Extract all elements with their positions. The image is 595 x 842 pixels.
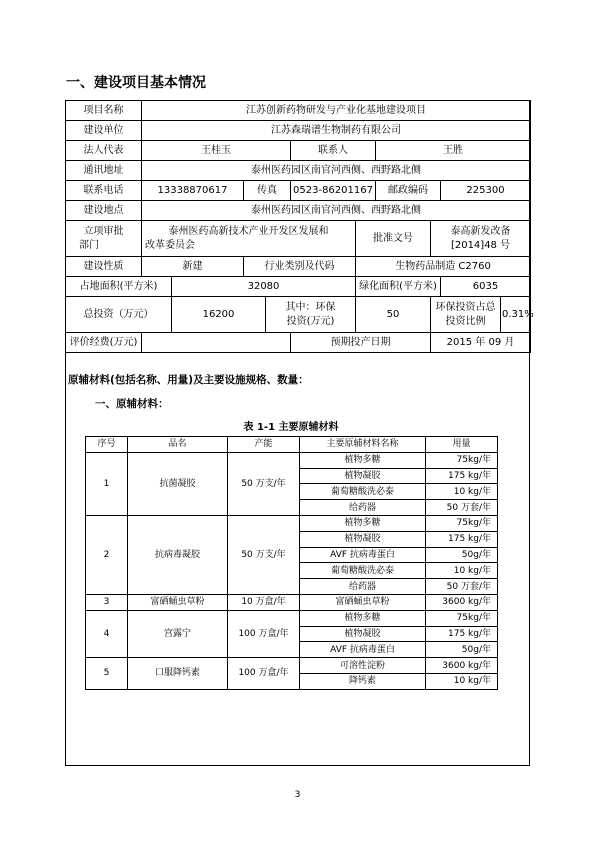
cell-product: 抗菌凝胶 [128,452,228,515]
info-row-legal-rep [66,141,531,161]
label-legal-rep: 法人代表 [66,141,142,161]
cell-quantity: 75kg/年 [426,452,498,468]
info-row-investment [66,297,531,333]
info-row-area [66,277,531,297]
value-approval-no [431,221,531,257]
label-area: 占地面积(平方米) [66,277,172,297]
cell-material-name: 植物凝胶 [300,531,426,547]
label-expected-date: 预期投产日期 [291,333,431,353]
col-header: 用量 [426,437,498,453]
label-fax: 传真 [244,181,291,201]
cell-quantity: 50g/年 [426,547,498,563]
label-investment: 总投资（万元） [66,297,172,333]
label-approval-no: 批准文号 [356,221,431,257]
label-project-name: 项目名称 [66,101,142,121]
cell-product: 宫露宁 [128,610,228,657]
cell-product: 抗病毒凝胶 [128,515,228,594]
materials-table [85,436,498,690]
value-expected-date: 2015 年 09 月 [431,333,531,353]
value-contact: 王胜 [376,141,531,161]
materials-sub-heading: 一、原辅材料： [95,398,169,410]
value-nature: 新建 [142,257,244,277]
value-area: 32080 [172,277,356,297]
cell-material-name: 植物多糖 [300,452,426,468]
cell-quantity: 175 kg/年 [426,531,498,547]
cell-material-name: AVF 抗病毒蛋白 [300,642,426,658]
cell-material-name: 给药器 [300,500,426,516]
cell-material-name: 葡萄糖酸洗必泰 [300,484,426,500]
value-approval-no-line1: 泰高新发改备 [450,225,511,237]
cell-quantity: 75kg/年 [426,515,498,531]
info-row-eval [66,333,531,353]
project-info-table [65,100,534,353]
label-env-ratio [431,297,501,333]
cell-no: 1 [86,452,128,515]
table-caption: 表 1-1 主要原辅材料 [243,422,339,433]
value-approval-dept-line2: 改革委员会 [145,239,195,251]
cell-no: 5 [86,658,128,690]
cell-capacity: 100 万盒/年 [228,610,300,657]
cell-material-name: 植物多糖 [300,610,426,626]
label-env-invest-line2: 投资(万元) [286,315,335,327]
value-env-ratio: 0.31% [501,297,531,333]
label-eval-fee: 评价经费(万元) [66,333,142,353]
cell-quantity: 10 kg/年 [426,673,498,689]
value-eval-fee [142,333,291,353]
value-phone: 13338870617 [142,181,244,201]
value-project-name: 江苏创新药物研发与产业化基地建设项目 [142,101,531,121]
value-builder: 江苏森瑞谱生物制药有限公司 [142,121,531,141]
cell-quantity: 50 万套/年 [426,579,498,595]
label-contact: 联系人 [291,141,376,161]
cell-quantity: 3600 kg/年 [426,658,498,674]
label-env-ratio-line1: 环保投资占总 [435,301,496,313]
label-postcode: 邮政编码 [376,181,441,201]
cell-product: 口服降钙素 [128,658,228,690]
label-industry: 行业类别及代码 [244,257,356,277]
table-row [86,658,498,674]
label-phone: 联系电话 [66,181,142,201]
materials-heading: 原辅材料(包括名称、用量)及主要设施规格、数量： [68,374,309,386]
value-industry: 生物药品制造 C2760 [356,257,531,277]
value-approval-no-line2: [2014]48 号 [450,239,511,251]
table-row [86,610,498,626]
cell-capacity: 50 万支/年 [228,515,300,594]
value-legal-rep: 王桂玉 [142,141,291,161]
value-postcode: 225300 [441,181,531,201]
cell-material-name: 植物凝胶 [300,626,426,642]
info-row-address [66,161,531,181]
cell-material-name: 植物凝胶 [300,468,426,484]
value-approval-dept [142,221,356,257]
cell-material-name: AVF 抗病毒蛋白 [300,547,426,563]
cell-material-name: 可溶性淀粉 [300,658,426,674]
section-title: 一、建设项目基本情况 [66,75,206,91]
label-site: 建设地点 [66,201,142,221]
table-row [86,594,498,610]
cell-capacity: 10 万盒/年 [228,594,300,610]
label-env-ratio-line2: 投资比例 [445,315,486,327]
cell-material-name: 植物多糖 [300,515,426,531]
label-builder: 建设单位 [66,121,142,141]
cell-quantity: 10 kg/年 [426,484,498,500]
info-row-phone [66,181,531,201]
label-approval-dept-line1: 立项审批 [83,225,124,237]
label-approval-dept [66,221,142,257]
cell-no: 2 [86,515,128,594]
cell-material-name: 葡萄糖酸洗必泰 [300,563,426,579]
col-header: 序号 [86,437,128,453]
info-row-builder [66,121,531,141]
table-row [86,452,498,468]
cell-capacity: 100 万盒/年 [228,658,300,690]
cell-no: 3 [86,594,128,610]
info-row-approval [66,221,531,257]
cell-quantity: 75kg/年 [426,610,498,626]
cell-quantity: 10 kg/年 [426,563,498,579]
value-fax: 0523-86201167 [291,181,376,201]
value-green: 6035 [441,277,531,297]
cell-material-name: 富硒蛹虫草粉 [300,594,426,610]
cell-material-name: 降钙素 [300,673,426,689]
value-approval-dept-line1: 泰州医药高新技术产业开发区发展和 [168,225,329,237]
page-number: 3 [294,790,301,800]
label-env-invest-line1: 其中：环保 [285,301,336,313]
col-header: 品名 [128,437,228,453]
value-address: 泰州医药园区南官河西侧、西野路北侧 [142,161,531,181]
cell-capacity: 50 万支/年 [228,452,300,515]
info-row-nature [66,257,531,277]
cell-product: 富硒蛹虫草粉 [128,594,228,610]
value-site: 泰州医药园区南官河西侧、西野路北侧 [142,201,531,221]
cell-quantity: 175 kg/年 [426,626,498,642]
table-row [86,515,498,531]
cell-quantity: 175 kg/年 [426,468,498,484]
cell-material-name: 给药器 [300,579,426,595]
col-header: 主要原辅材料名称 [300,437,426,453]
label-address: 通讯地址 [66,161,142,181]
label-approval-dept-line2: 部门 [79,239,99,251]
cell-quantity: 50g/年 [426,642,498,658]
info-row-project-name [66,101,531,121]
cell-quantity: 50 万套/年 [426,500,498,516]
label-env-invest [266,297,356,333]
cell-no: 4 [86,610,128,657]
label-nature: 建设性质 [66,257,142,277]
cell-quantity: 3600 kg/年 [426,594,498,610]
info-row-site [66,201,531,221]
value-investment: 16200 [172,297,266,333]
materials-header-row [86,437,498,453]
col-header: 产能 [228,437,300,453]
label-green: 绿化面积(平方米) [356,277,441,297]
value-env-invest: 50 [356,297,431,333]
